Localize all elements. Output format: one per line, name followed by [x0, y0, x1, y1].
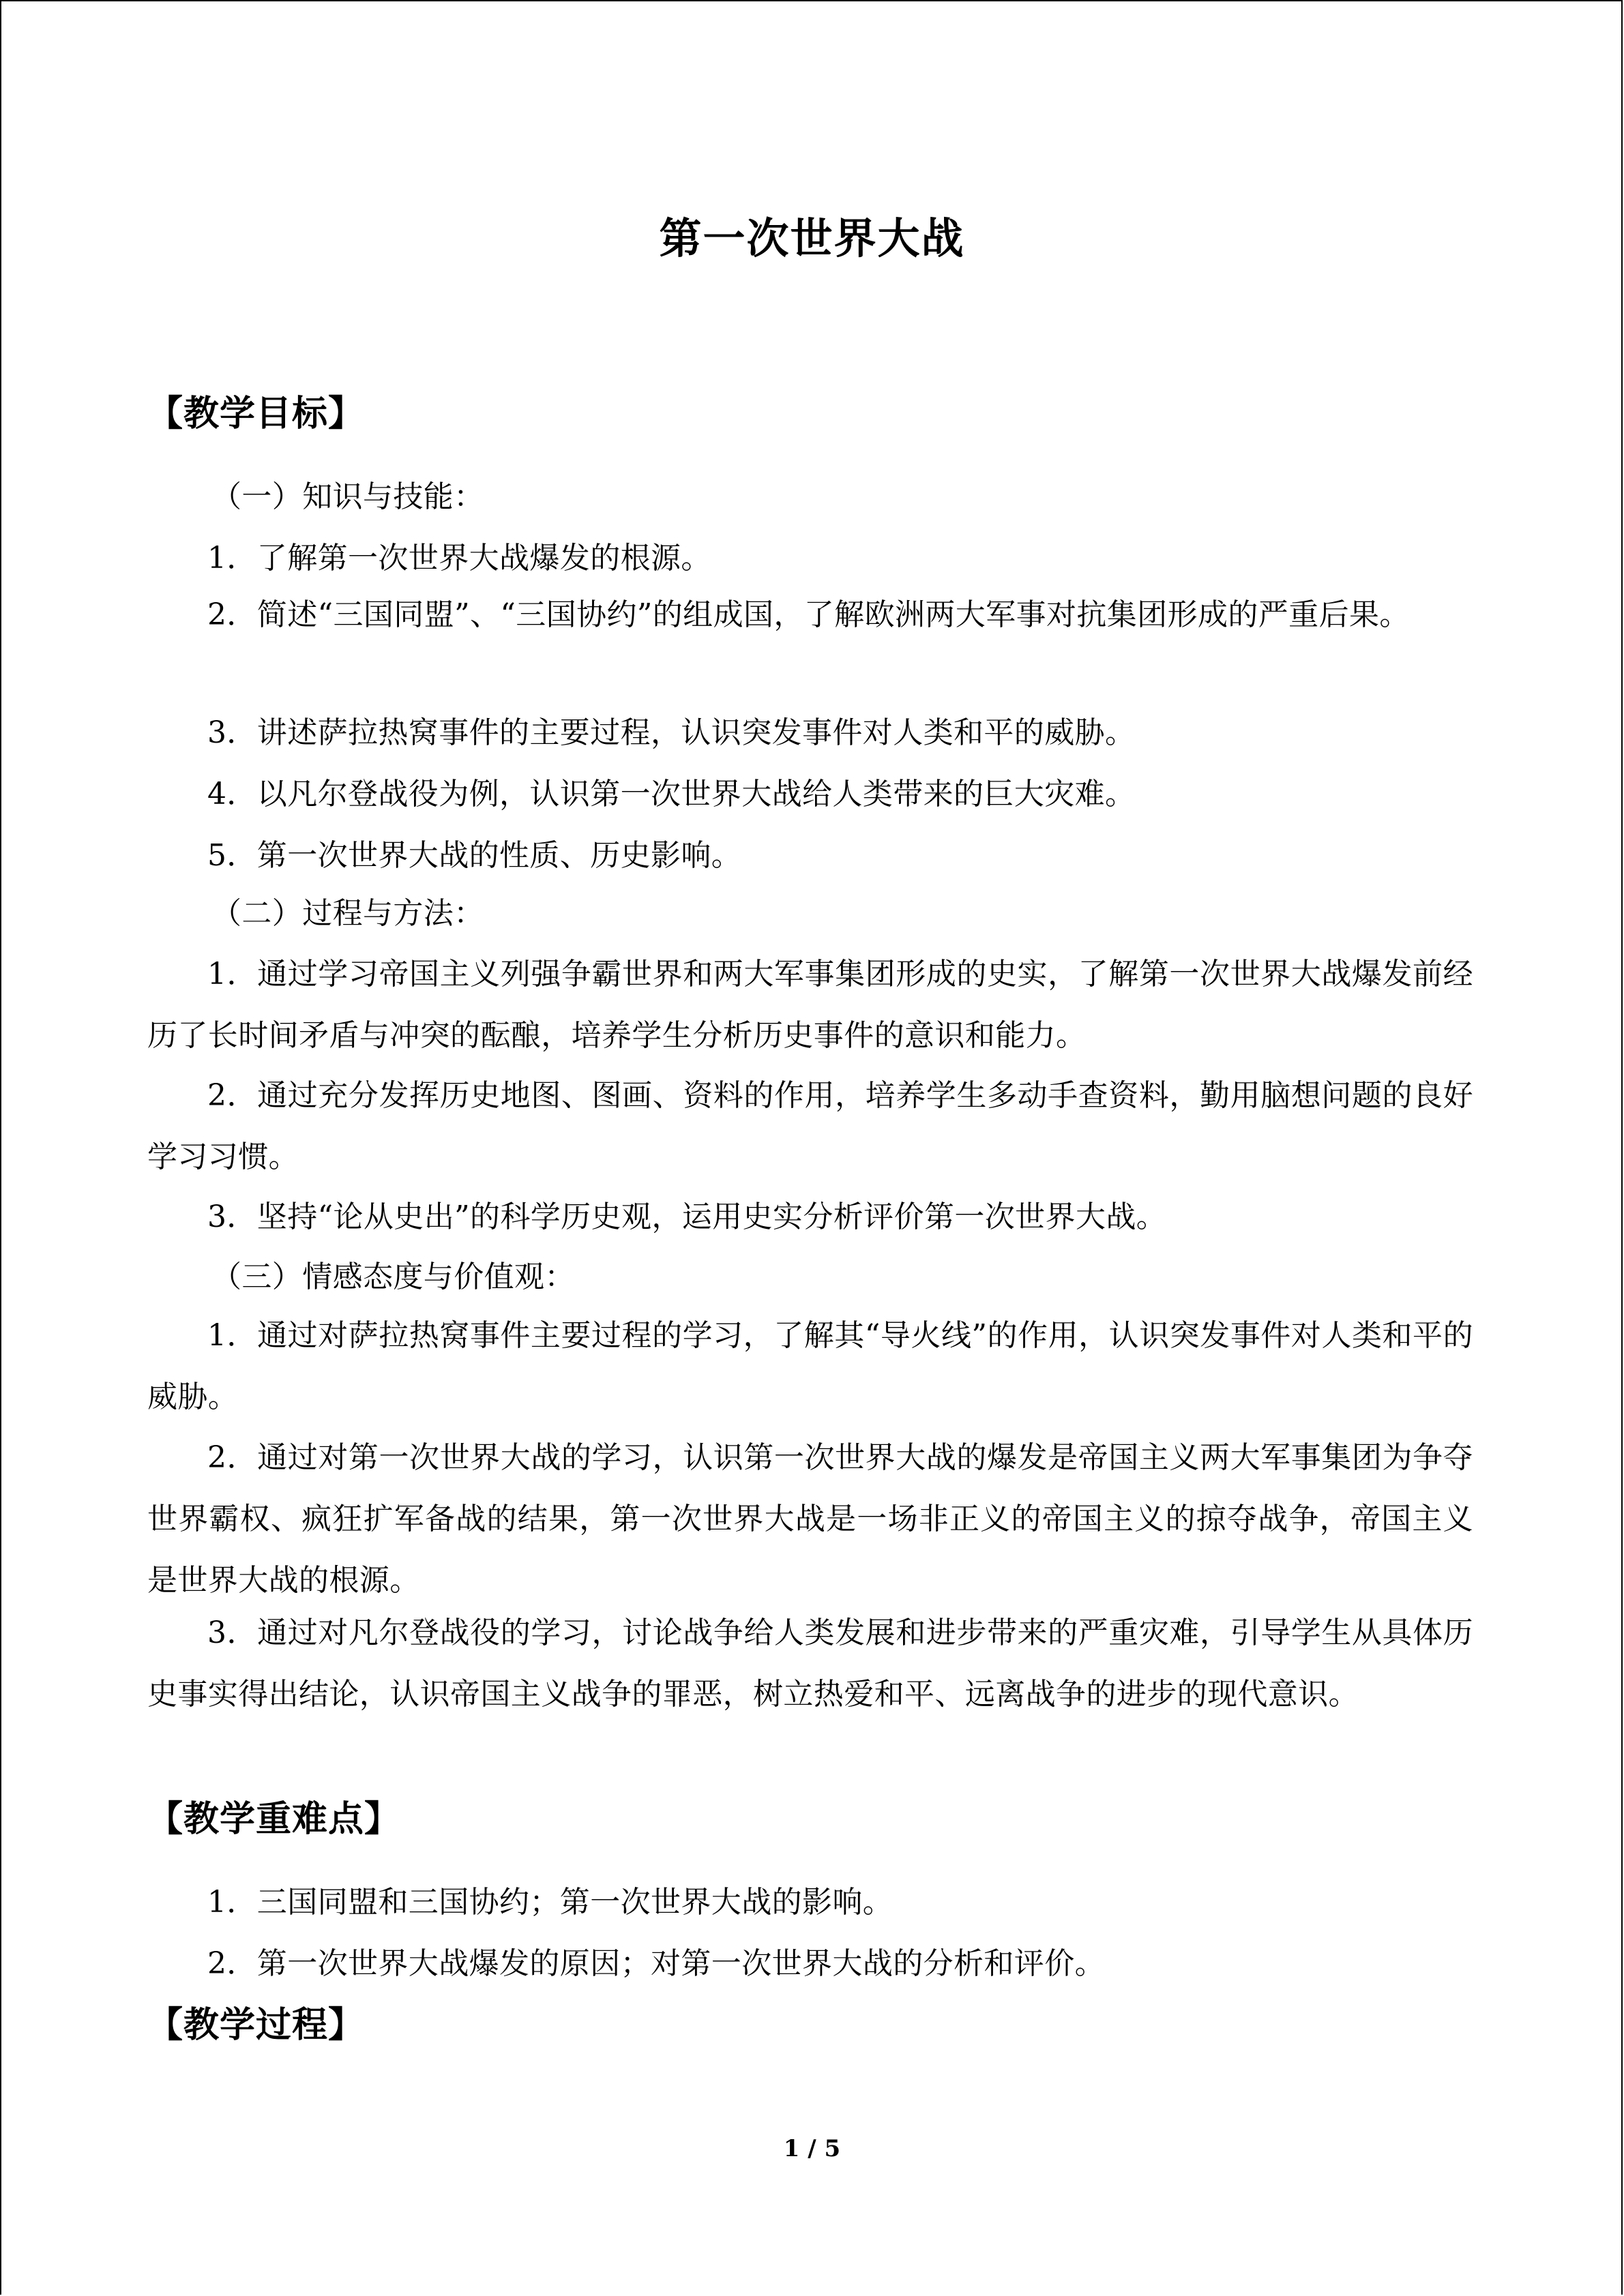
- heading-objectives: 【教学目标】: [147, 393, 365, 434]
- objective-3-3: 3．通过对凡尔登战役的学习，讨论战争给人类发展和进步带来的严重灾难，引导学生从具体历史事实得出结论，认识帝国主义战争的罪恶，树立热爱和平、远离战争的进步的现代意识。: [147, 1615, 1473, 1712]
- objective-1-1: 1．了解第一次世界大战爆发的根源。: [207, 541, 711, 576]
- key-point-1: 1．三国同盟和三国协约；第一次世界大战的影响。: [207, 1885, 894, 1920]
- objectives-part1-label: （一）知识与技能：: [211, 479, 484, 514]
- document-title: 第一次世界大战: [659, 213, 965, 263]
- objectives-part2-label: （二）过程与方法：: [211, 896, 484, 931]
- objective-1-4: 4．以凡尔登战役为例，认识第一次世界大战给人类带来的巨大灾难。: [207, 777, 1136, 811]
- objective-1-2: 2．简述“三国同盟”、“三国协约”的组成国，了解欧洲两大军事对抗集团形成的严重后果。: [207, 597, 1410, 632]
- key-point-2: 2．第一次世界大战爆发的原因；对第一次世界大战的分析和评价。: [207, 1946, 1105, 1981]
- objective-3-2: 2．通过对第一次世界大战的学习，认识第一次世界大战的爆发是帝国主义两大军事集团为争夺世界霸权、疯狂扩军备战的结果，第一次世界大战是一场非正义的帝国主义的掠夺战争，帝国主义是世界大战的根源。: [147, 1440, 1473, 1598]
- heading-key-points: 【教学重难点】: [147, 1798, 401, 1840]
- heading-process: 【教学过程】: [147, 2004, 365, 2046]
- objective-2-2: 2．通过充分发挥历史地图、图画、资料的作用，培养学生多动手查资料，勤用脑想问题的良好学习习惯。: [147, 1078, 1473, 1174]
- objectives-part3-label: （三）情感态度与价值观：: [211, 1259, 575, 1294]
- objective-2-1: 1．通过学习帝国主义列强争霸世界和两大军事集团形成的史实，了解第一次世界大战爆发前经历了长时间矛盾与冲突的酝酿，培养学生分析历史事件的意识和能力。: [147, 957, 1473, 1053]
- objective-3-1: 1．通过对萨拉热窝事件主要过程的学习，了解其“导火线”的作用，认识突发事件对人类和平的威胁。: [147, 1318, 1473, 1414]
- page-number: 1 / 5: [783, 2135, 841, 2162]
- objective-1-3: 3．讲述萨拉热窝事件的主要过程，认识突发事件对人类和平的威胁。: [207, 715, 1136, 750]
- objective-1-5: 5．第一次世界大战的性质、历史影响。: [207, 838, 742, 873]
- objective-2-3: 3．坚持“论从史出”的科学历史观，运用史实分析评价第一次世界大战。: [207, 1199, 1167, 1234]
